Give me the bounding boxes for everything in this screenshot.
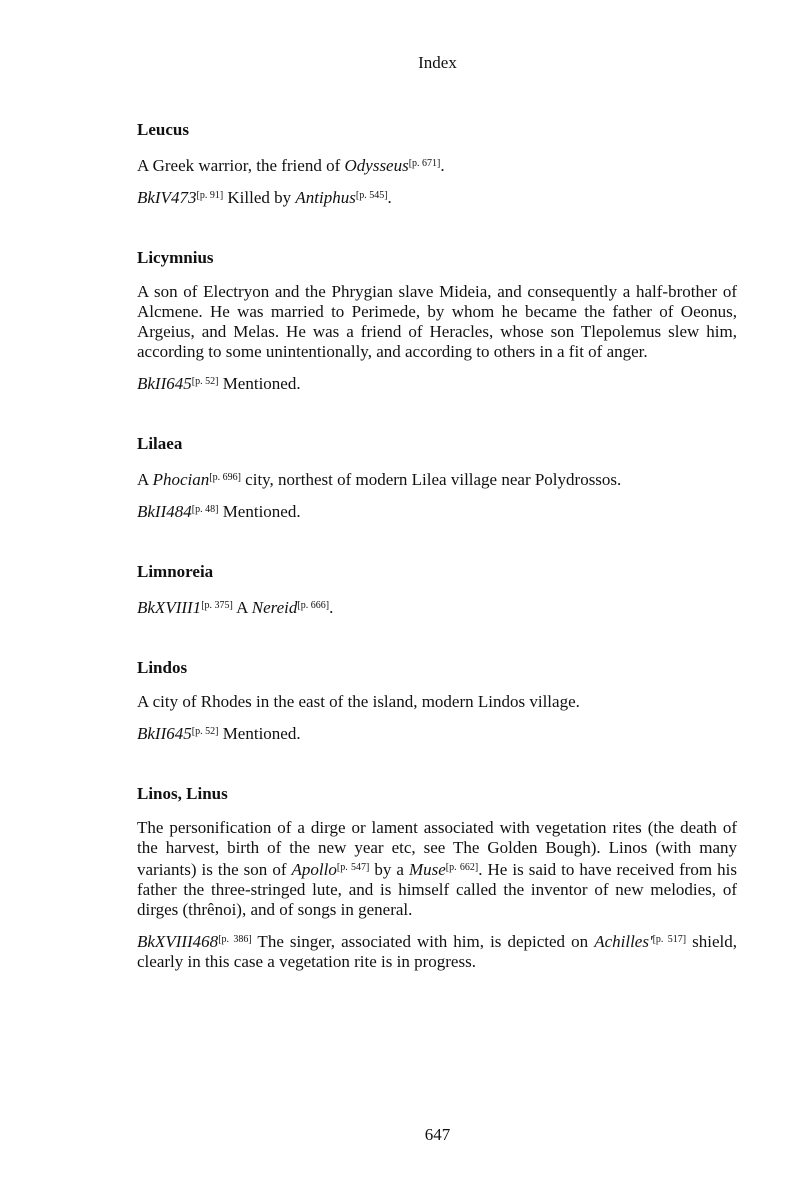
entry-text: .: [329, 598, 334, 617]
cross-reference-link[interactable]: Achilles': [594, 932, 653, 951]
page-reference[interactable]: [p. 386]: [218, 934, 252, 945]
page-reference[interactable]: [p. 52]: [191, 376, 219, 387]
entry-text: The singer, associated with him, is depicted on: [251, 932, 595, 951]
page-reference[interactable]: [p. 375]: [201, 600, 233, 611]
entry-paragraph: [137, 372, 737, 394]
entry-paragraph: [137, 692, 737, 712]
cross-reference-link[interactable]: BkIV473: [137, 188, 197, 207]
index-entry: [137, 562, 737, 618]
page-reference[interactable]: [p. 666]: [297, 600, 330, 611]
cross-reference-link[interactable]: BkII645: [137, 724, 192, 743]
entry-term: Leucus: [137, 120, 189, 139]
entry-text: A: [232, 598, 252, 617]
entry-term: Linos, Linus: [137, 784, 228, 803]
page-reference[interactable]: [p. 545]: [355, 190, 388, 201]
entry-text: A son of Electryon and the Phrygian slave Mideia, and consequently a half-brother of Alcmene. He was married to Perimede, by whom he became the father of Oeonus, Argeius, and Melas. He was a friend of Heracles, whose son Tlepolemus slew him, according to some unintentionally, and according to others in a fit of anger.: [137, 282, 737, 361]
entry-text: Killed by: [223, 188, 296, 207]
entry-text: A Greek warrior, the friend of: [137, 156, 345, 175]
entry-paragraph: [137, 818, 737, 920]
entry-text: Mentioned.: [218, 374, 301, 393]
cross-reference-link[interactable]: Phocian: [152, 470, 210, 489]
index-entry: [137, 784, 737, 972]
page-reference[interactable]: [p. 517]: [652, 934, 687, 945]
page-reference[interactable]: [p. 671]: [408, 158, 441, 169]
entry-paragraph: [137, 722, 737, 744]
cross-reference-link[interactable]: Muse: [408, 860, 446, 879]
index-entry: [137, 248, 737, 394]
cross-reference-link[interactable]: BkII645: [137, 374, 192, 393]
cross-reference-link[interactable]: Nereid: [251, 598, 298, 617]
page-number: 647: [424, 1125, 451, 1144]
cross-reference-link[interactable]: BkXVIII468: [137, 932, 219, 951]
cross-reference-link[interactable]: BkXVIII1: [137, 598, 202, 617]
running-header: Index: [418, 53, 457, 72]
entry-paragraph: [137, 500, 737, 522]
index-entry: [137, 434, 737, 522]
entry-text: The personification of a dirge or lament associated with vegetation rites (the death of the harvest, birth of the new year etc, see The Golden Bough). Linos (with many variants) is the son of: [137, 818, 737, 879]
entry-paragraph: [137, 468, 737, 490]
entry-paragraph: [137, 930, 737, 972]
page-reference[interactable]: [p. 48]: [191, 504, 219, 515]
entry-text: city, northest of modern Lilea village near Polydrossos.: [240, 470, 622, 489]
cross-reference-link[interactable]: Antiphus: [295, 188, 356, 207]
entry-text: Mentioned.: [218, 502, 301, 521]
entry-term: Limnoreia: [137, 562, 214, 581]
entry-paragraph: [137, 282, 737, 362]
page-reference[interactable]: [p. 662]: [445, 862, 479, 873]
entry-text: . He is said to have received from his father the three-stringed lute, and is himself called the inventor of new melodies, of dirges (thrênoi), and of songs in general.: [137, 860, 738, 919]
cross-reference-link[interactable]: BkII484: [137, 502, 192, 521]
index-entry: [137, 658, 737, 744]
entry-text: .: [440, 156, 445, 175]
page-reference[interactable]: [p. 91]: [196, 190, 224, 201]
entry-term: Lindos: [137, 658, 188, 677]
entry-text: by a: [369, 860, 409, 879]
entry-text: shield, clearly in this case a vegetation rite is in progress.: [137, 932, 737, 971]
entry-text: A: [137, 470, 153, 489]
entry-paragraph: [137, 596, 737, 618]
entry-text: Mentioned.: [218, 724, 301, 743]
page-reference[interactable]: [p. 696]: [209, 472, 241, 483]
entry-term: Licymnius: [137, 248, 214, 267]
page-reference[interactable]: [p. 52]: [191, 726, 219, 737]
entry-text: .: [387, 188, 392, 207]
index-content: [137, 120, 737, 1012]
entry-paragraph: [137, 186, 737, 208]
cross-reference-link[interactable]: Odysseus: [344, 156, 409, 175]
entry-term: Lilaea: [137, 434, 183, 453]
page-reference[interactable]: [p. 547]: [336, 862, 370, 873]
cross-reference-link[interactable]: Apollo: [291, 860, 337, 879]
index-entry: [137, 120, 737, 208]
entry-text: A city of Rhodes in the east of the island, modern Lindos village.: [137, 692, 580, 711]
entry-paragraph: [137, 154, 737, 176]
